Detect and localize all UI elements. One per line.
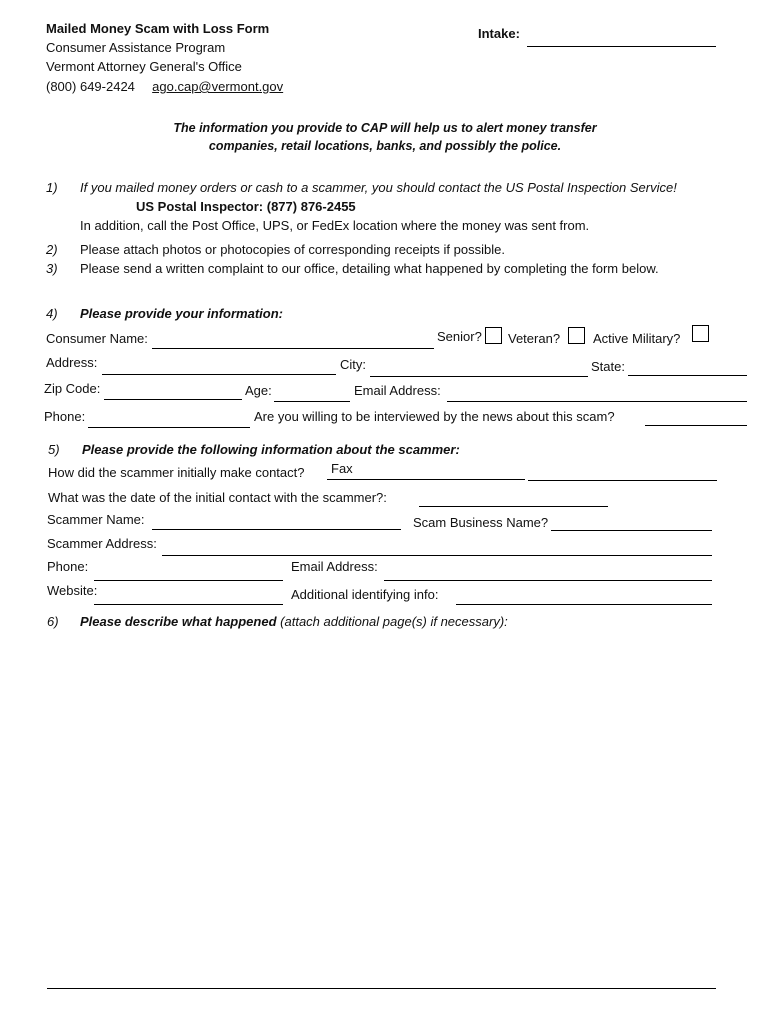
scam-business-name-field[interactable] bbox=[551, 530, 712, 531]
description-textarea[interactable] bbox=[47, 636, 719, 985]
description-bottom-line bbox=[47, 988, 716, 989]
office-email-link[interactable]: ago.cap@vermont.gov bbox=[152, 79, 284, 94]
consumer-name-field[interactable] bbox=[152, 348, 434, 349]
consumer-name-label: Consumer Name: bbox=[46, 331, 148, 346]
additional-info-label: Additional identifying info: bbox=[291, 587, 439, 602]
scammer-email-label: Email Address: bbox=[291, 559, 378, 574]
office-phone: (800) 649-2424 bbox=[46, 79, 135, 94]
intake-field[interactable] bbox=[527, 46, 716, 47]
initial-contact-date-label: What was the date of the initial contact with the scammer?: bbox=[48, 490, 387, 505]
age-field[interactable] bbox=[274, 401, 350, 402]
zip-code-label: Zip Code: bbox=[44, 381, 101, 396]
section-5-number: 5) bbox=[48, 442, 60, 457]
age-label: Age: bbox=[245, 383, 272, 398]
veteran-checkbox[interactable] bbox=[568, 327, 585, 344]
item-3-text: Please send a written complaint to our office, detailing what happened by completing the form below. bbox=[80, 261, 659, 276]
org-line-1: Consumer Assistance Program bbox=[46, 40, 226, 55]
scammer-email-field[interactable] bbox=[384, 580, 712, 581]
phone-field[interactable] bbox=[88, 427, 250, 428]
interview-answer-field[interactable] bbox=[645, 425, 747, 426]
state-field[interactable] bbox=[628, 375, 747, 376]
state-label: State: bbox=[591, 359, 625, 374]
interview-question-label: Are you willing to be interviewed by the news about this scam? bbox=[254, 409, 615, 424]
contact-method-field-extra[interactable] bbox=[528, 480, 717, 481]
address-field[interactable] bbox=[102, 374, 336, 375]
item-3-number: 3) bbox=[46, 261, 58, 276]
scammer-name-field[interactable] bbox=[152, 529, 401, 530]
additional-info-field[interactable] bbox=[456, 604, 712, 605]
item-1-text: If you mailed money orders or cash to a scammer, you should contact the US Postal Inspection Service! bbox=[80, 180, 677, 195]
postal-inspector-line: US Postal Inspector: (877) 876-2455 bbox=[136, 199, 356, 214]
section-6-note: (attach additional page(s) if necessary): bbox=[280, 614, 508, 629]
scammer-address-label: Scammer Address: bbox=[47, 536, 157, 551]
contact-method-field[interactable] bbox=[327, 479, 525, 480]
section-5-heading: Please provide the following information about the scammer: bbox=[82, 442, 460, 457]
contact-method-value[interactable]: Fax bbox=[331, 461, 353, 476]
active-military-checkbox[interactable] bbox=[692, 325, 709, 342]
scam-business-name-label: Scam Business Name? bbox=[413, 515, 549, 530]
item-2-text: Please attach photos or photocopies of corresponding receipts if possible. bbox=[80, 242, 505, 257]
scammer-address-field[interactable] bbox=[162, 555, 712, 556]
scammer-phone-label: Phone: bbox=[47, 559, 89, 574]
email-address-label: Email Address: bbox=[354, 383, 441, 398]
section-4-heading: Please provide your information: bbox=[80, 306, 283, 321]
scammer-name-label: Scammer Name: bbox=[47, 512, 145, 527]
phone-label: Phone: bbox=[44, 409, 86, 424]
section-6-number: 6) bbox=[47, 614, 59, 629]
intro-line-2: companies, retail locations, banks, and possibly the police. bbox=[208, 139, 562, 153]
address-label: Address: bbox=[46, 355, 98, 370]
email-address-field[interactable] bbox=[447, 401, 747, 402]
intake-label: Intake: bbox=[478, 26, 520, 41]
scammer-website-label: Website: bbox=[47, 583, 98, 598]
item-1-addition: In addition, call the Post Office, UPS, or FedEx location where the money was sent from. bbox=[80, 218, 590, 233]
scammer-website-field[interactable] bbox=[94, 604, 283, 605]
section-6-heading: Please describe what happened bbox=[80, 614, 277, 629]
active-military-label: Active Military? bbox=[593, 331, 681, 346]
veteran-label: Veteran? bbox=[508, 331, 561, 346]
contact-line bbox=[46, 79, 283, 94]
senior-checkbox[interactable] bbox=[485, 327, 502, 344]
scammer-phone-field[interactable] bbox=[94, 580, 283, 581]
form-title: Mailed Money Scam with Loss Form bbox=[46, 21, 270, 36]
zip-code-field[interactable] bbox=[104, 399, 242, 400]
item-2-number: 2) bbox=[46, 242, 58, 257]
intro-line-1: The information you provide to CAP will help us to alert money transfer bbox=[173, 121, 597, 135]
contact-method-label: How did the scammer initially make contact? bbox=[48, 465, 305, 480]
initial-contact-date-field[interactable] bbox=[419, 506, 608, 507]
city-label: City: bbox=[340, 357, 366, 372]
section-6-heading-line bbox=[80, 614, 508, 629]
city-field[interactable] bbox=[370, 376, 588, 377]
item-1-number: 1) bbox=[46, 180, 58, 195]
senior-label: Senior? bbox=[437, 329, 482, 344]
org-line-2: Vermont Attorney General's Office bbox=[46, 59, 242, 74]
section-4-number: 4) bbox=[46, 306, 58, 321]
